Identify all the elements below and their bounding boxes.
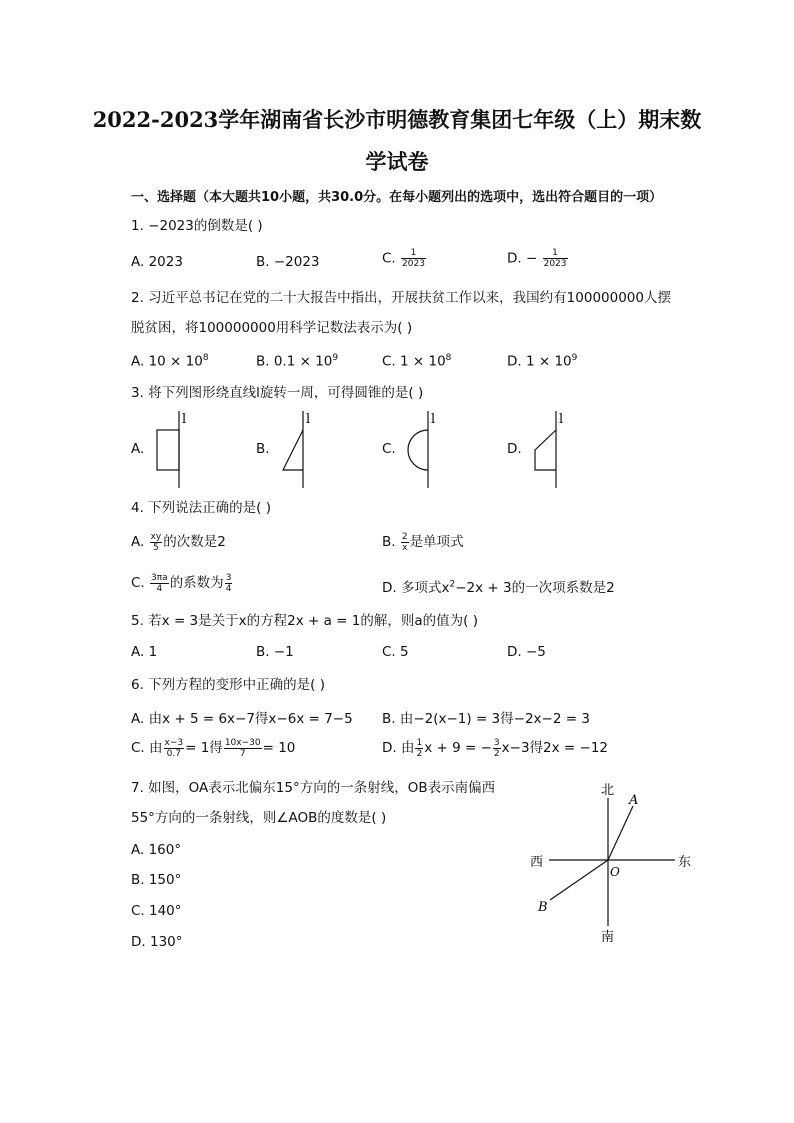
q4-option-c: C. $\frac{3\pi a}{4}$ 的系数为 $\frac{3}{4}$ <box>131 572 232 594</box>
q5-option-a: A. 1 <box>131 644 158 660</box>
exam-title-line1: 2022-2023学年湖南省长沙市明德教育集团七年级（上）期末数 <box>92 107 702 132</box>
q3-stem: 3. 将下列图形绕直线l旋转一周，可得圆锥的是( ) <box>131 385 424 401</box>
svg-text:l: l <box>431 412 436 427</box>
q2-option-b: B. $0.1 \times 10^9$ <box>256 353 339 370</box>
q4-option-b: B. $\frac{2}{x}$ 是单项式 <box>382 531 464 553</box>
q4-option-a: A. $\frac{xy}{5}$ 的次数是2 <box>131 531 226 553</box>
west-label: 西 <box>530 855 544 870</box>
section-heading: 一、选择题（本大题共10小题，共30.0分。在每小题列出的选项中，选出符合题目的一项） <box>131 190 663 205</box>
q5-option-d: D. −5 <box>507 644 546 660</box>
q6-option-b: B. 由−2(x−1) = 3得−2x−2 = 3 <box>382 711 590 727</box>
q7-option-d: D. 130° <box>131 934 183 950</box>
q3-option-c: C. <box>382 441 396 457</box>
q5-option-c: C. 5 <box>382 644 409 660</box>
q1-stem: 1. −2023的倒数是( ) <box>131 218 263 234</box>
point-o-label: O <box>610 865 620 879</box>
q3-figure-d <box>527 408 572 490</box>
q5-stem: 5. 若x = 3是关于x的方程2x + a = 1的解，则a的值为( ) <box>131 613 478 629</box>
q7-option-b: B. 150° <box>131 872 182 888</box>
q3-option-a: A. <box>131 441 145 457</box>
q3-figure-c <box>400 408 445 490</box>
q6-option-c: C. 由 $\frac{x-3}{0.7}$ = 1得 $\frac{10x-30}{7}$ = 10 <box>131 737 296 759</box>
q5-option-b: B. −1 <box>256 644 294 660</box>
svg-text:l: l <box>306 412 311 427</box>
q7-stem-line2: 55°方向的一条射线，则∠AOB的度数是( ) <box>131 810 387 826</box>
q1-option-d: D. − $\frac{1}{2023}$ <box>507 248 567 269</box>
q1-option-a: A. 2023 <box>131 254 183 270</box>
svg-text:l: l <box>559 412 564 427</box>
north-label: 北 <box>601 783 615 798</box>
q2-option-c: C. $1 \times 10^8$ <box>382 353 452 370</box>
q3-figure-a <box>150 408 195 490</box>
q7-compass-figure <box>525 778 700 948</box>
q3-option-b: B. <box>256 441 270 457</box>
q6-option-a: A. 由x + 5 = 6x−7得x−6x = 7−5 <box>131 711 353 727</box>
q2-option-d: D. $1 \times 10^9$ <box>507 353 578 370</box>
east-label: 东 <box>678 855 692 870</box>
south-label: 南 <box>601 930 615 945</box>
q2-stem-line2: 脱贫困，将100000000用科学记数法表示为( ) <box>131 320 413 336</box>
q6-option-d: D. 由 $\frac{1}{2}$ x + 9 = − $\frac{3}{2}$ x−3得2x = −12 <box>382 737 608 759</box>
q7-stem-line1: 7. 如图，OA表示北偏东15°方向的一条射线，OB表示南偏西 <box>131 780 496 796</box>
q4-option-d: D. 多项式$x^2-2x + 3$的一次项系数是2 <box>382 579 615 596</box>
point-b-label: B <box>538 900 548 915</box>
q1-option-c: C. $\frac{1}{2023}$ <box>382 248 425 269</box>
q1-option-b: B. −2023 <box>256 254 320 270</box>
exam-title-line2: 学试卷 <box>365 149 429 174</box>
q2-option-a: A. $10 \times 10^8$ <box>131 353 209 370</box>
q3-option-d: D. <box>507 441 522 457</box>
q3-figure-b <box>275 408 320 490</box>
q6-stem: 6. 下列方程的变形中正确的是( ) <box>131 677 325 693</box>
q7-option-c: C. 140° <box>131 903 182 919</box>
q2-stem-line1: 2. 习近平总书记在党的二十大报告中指出，开展扶贫工作以来，我国约有100000000人摆 <box>131 290 671 306</box>
point-a-label: A <box>629 793 639 808</box>
svg-text:l: l <box>182 412 187 427</box>
q4-stem: 4. 下列说法正确的是( ) <box>131 500 271 516</box>
q7-option-a: A. 160° <box>131 842 182 858</box>
